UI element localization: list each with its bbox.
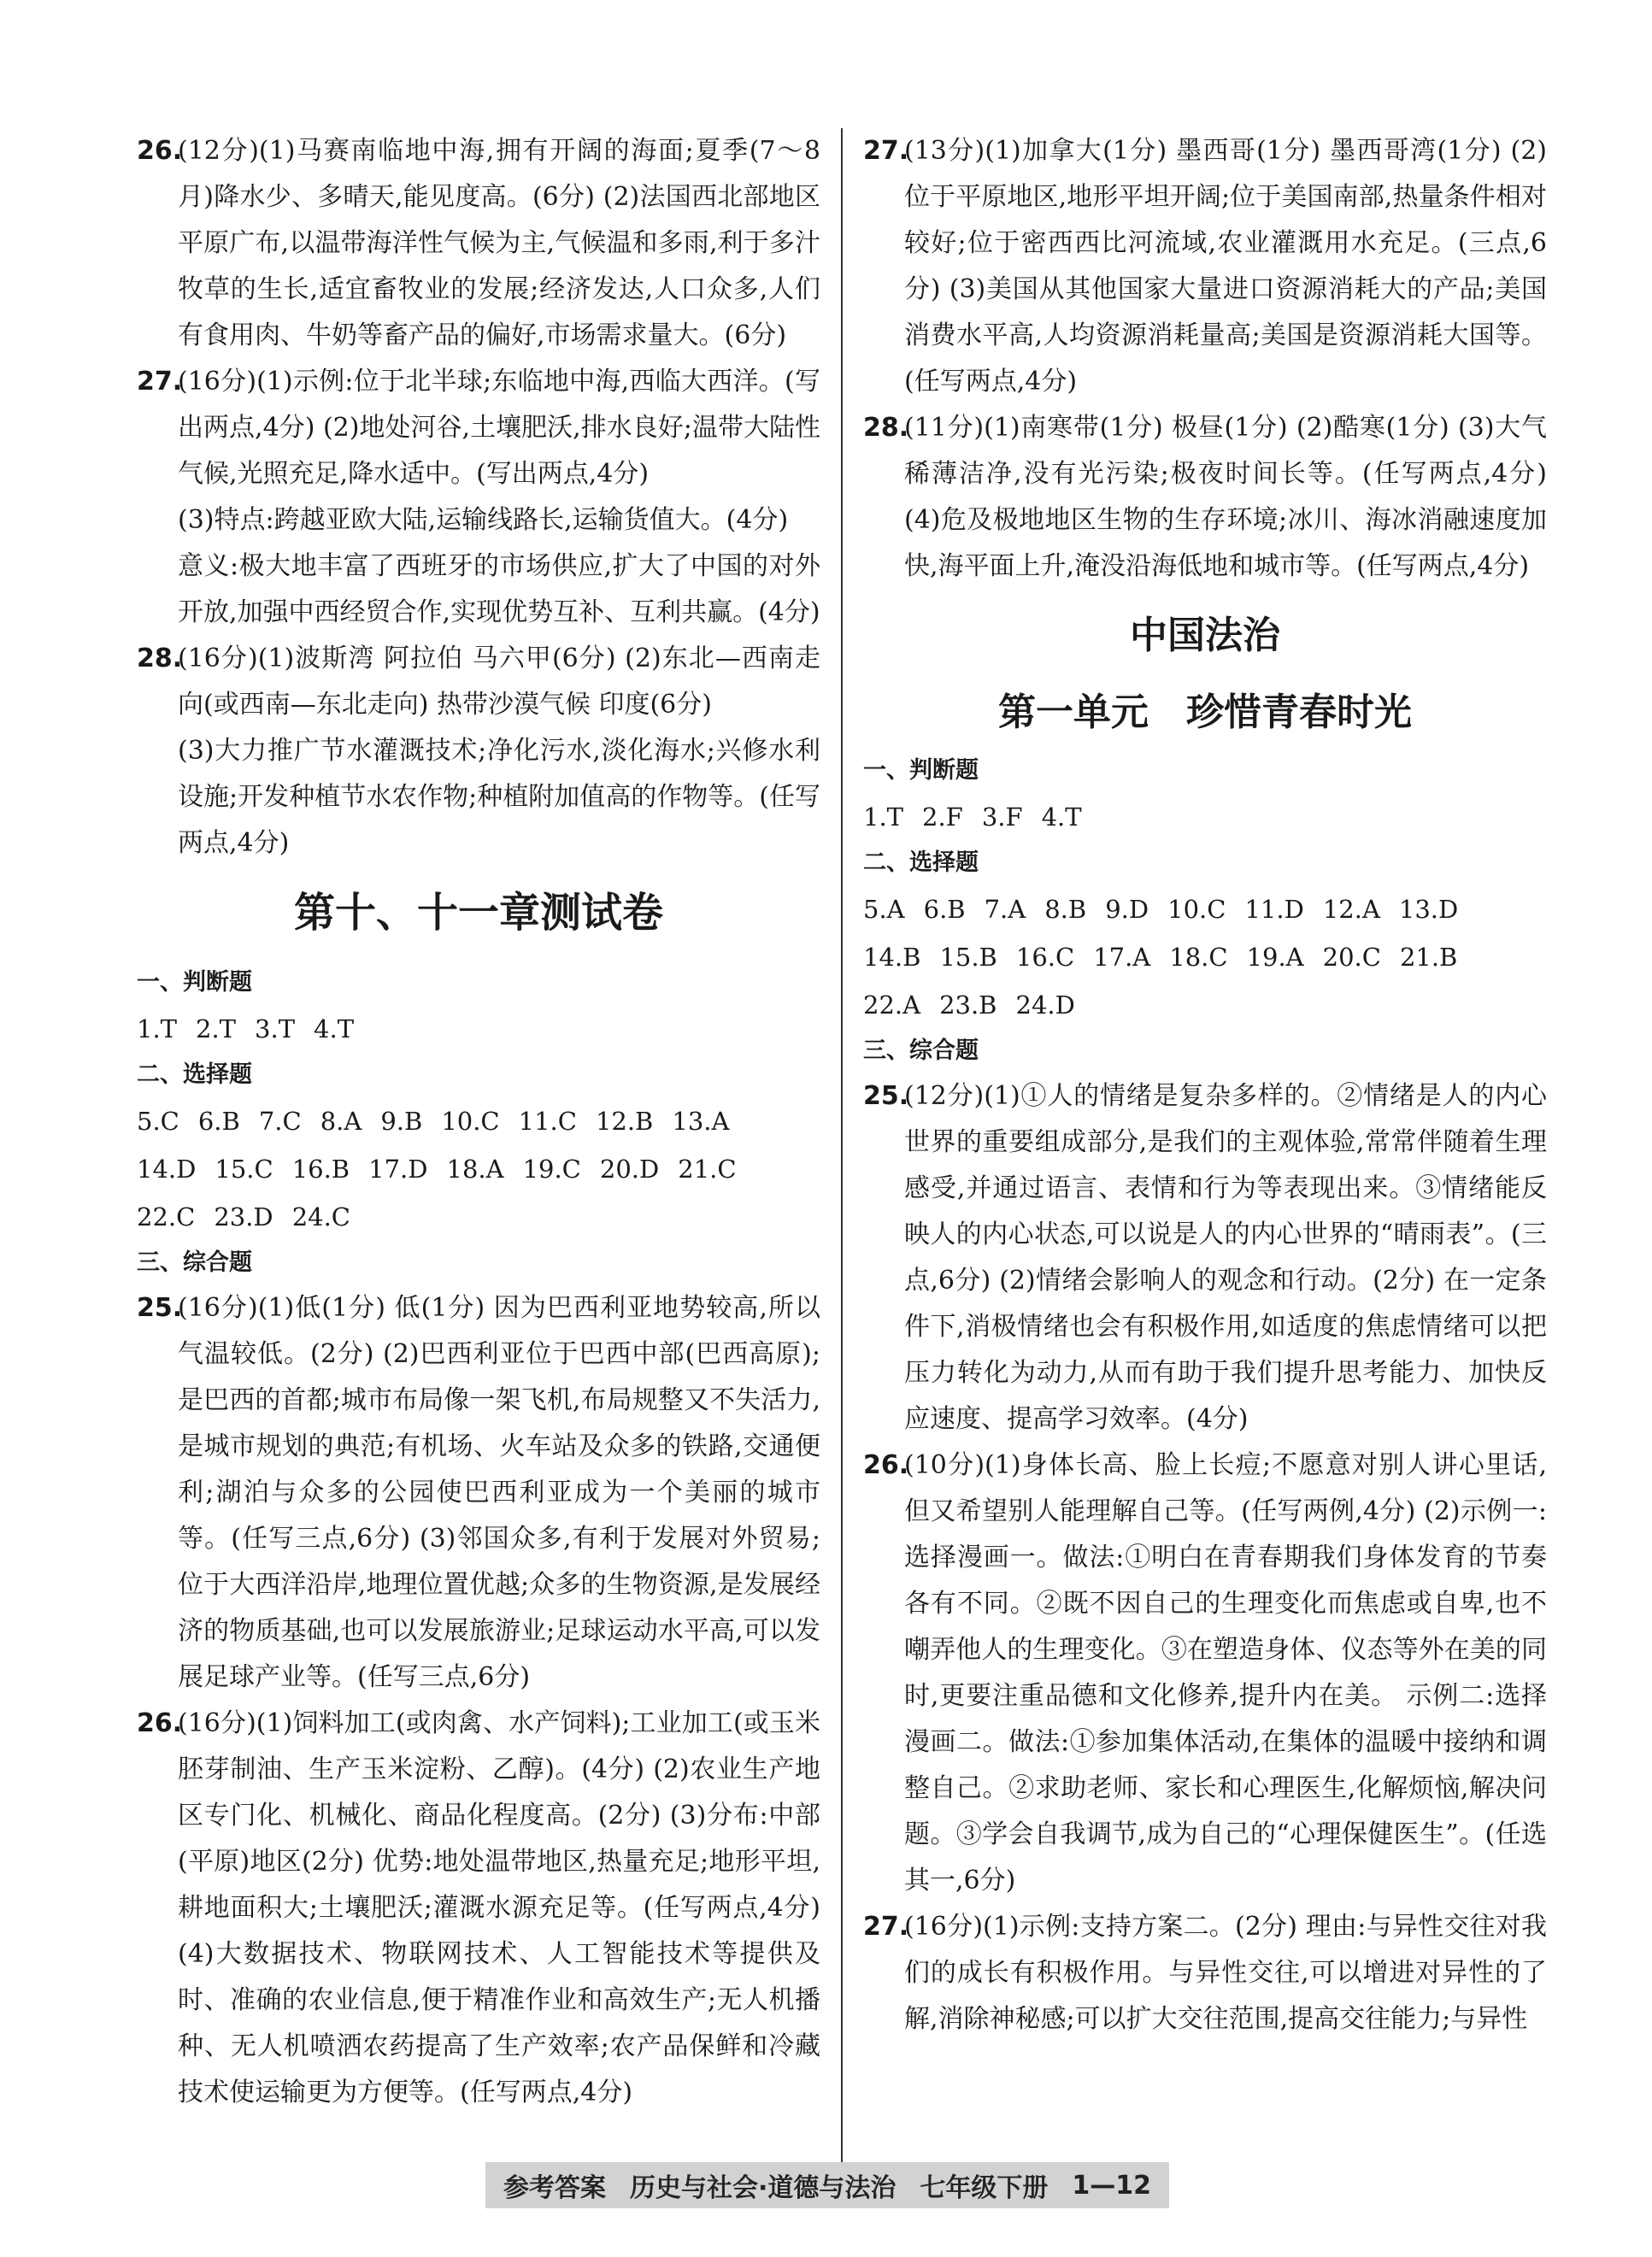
answer-item: 3.T — [255, 1014, 296, 1043]
answer-item: 17.D — [368, 1155, 428, 1184]
answer-item: 6.B — [197, 1107, 240, 1136]
answer-27-peers — [863, 1904, 1547, 2042]
answer-26-agriculture — [137, 1701, 820, 2116]
footer-subject: 历史与社会·道德与法治 — [629, 2173, 897, 2203]
question-number: 27. — [137, 367, 183, 397]
answer-27-usa — [863, 128, 1547, 405]
question-number: 27. — [863, 136, 909, 166]
answer-text: (16分)(1)示例:位于北半球;东临地中海,西临大西洋。(写出两点,4分) (2)地处河谷,土壤肥沃,排水良好;温带大陆性气候,光照充足,降水适中。(写出两点,4分) — [178, 367, 820, 489]
answer-item: 18.A — [446, 1155, 504, 1184]
section-comprehensive: 三、综合题 — [863, 1037, 979, 1064]
answer-item: 11.C — [518, 1107, 577, 1136]
answer-25-brazil — [137, 1285, 820, 1701]
question-number: 26. — [137, 136, 183, 166]
answer-item: 11.D — [1244, 895, 1304, 924]
column-divider — [841, 128, 843, 2179]
section-judge: 一、判断题 — [137, 969, 252, 996]
answer-item: 15.C — [215, 1155, 273, 1184]
answer-item: 21.C — [678, 1155, 737, 1184]
question-number: 25. — [137, 1293, 183, 1323]
answer-item: 5.A — [863, 895, 905, 924]
answer-item: 6.B — [923, 895, 966, 924]
answer-item: 13.A — [672, 1107, 730, 1136]
question-number: 26. — [137, 1708, 183, 1738]
answer-28-polar — [863, 405, 1547, 590]
answer-item: 20.D — [599, 1155, 660, 1184]
answer-item: 23.D — [214, 1202, 273, 1231]
answer-text: (13分)(1)加拿大(1分) 墨西哥(1分) 墨西哥湾(1分) (2)位于平原地区,地形平坦开阔;位于美国南部,热量条件相对较好;位于密西西比河流域,农业灌溉用水充足。(三点,6分) (3)美国从其他国家大量进口资源消耗大的产品;美国消费水平高,人均资源消耗量高;美国是资源消耗大国等。(任写两点,4分) — [904, 136, 1547, 397]
answer-item: 16.B — [291, 1155, 350, 1184]
footer-label: 参考答案 — [503, 2173, 606, 2203]
answer-item: 7.A — [984, 895, 1026, 924]
unit-title: 第一单元 珍惜青春时光 — [998, 691, 1412, 734]
answer-item: 10.C — [441, 1107, 500, 1136]
answer-26-adolescence — [863, 1443, 1547, 1904]
answer-item: 3.F — [981, 802, 1023, 832]
answer-item: 19.A — [1246, 943, 1304, 972]
answer-text: (12分)(1)①人的情绪是复杂多样的。②情绪是人的内心世界的重要组成部分,是我们的主观体验,常常伴随着生理感受,并通过语言、表情和行为等表现出来。③情绪能反映人的内心状态,可以说是人的内心世界的“晴雨表”。(三点,6分) (2)情绪会影响人的观念和行动。(2分) 在一定条件下,消极情绪也会有积极作用,如适度的焦虑情绪可以把压力转化为动力,从而有助于我们提升思考能力、加快反应速度、提高学习效率。(4分) — [904, 1081, 1547, 1434]
answer-item: 9.B — [380, 1107, 423, 1136]
answer-item: 8.B — [1044, 895, 1087, 924]
choice-answers-row — [137, 1097, 820, 1145]
answer-text: 意义:极大地丰富了西班牙的市场供应,扩大了中国的对外开放,加强中西经贸合作,实现优势互补、互利共赢。(4分) — [178, 551, 820, 627]
answer-text: (16分)(1)波斯湾 阿拉伯 马六甲(6分) (2)东北—西南走向(或西南—东北走向) 热带沙漠气候 印度(6分) — [178, 644, 820, 720]
question-number: 27. — [863, 1912, 909, 1942]
answer-item: 17.A — [1093, 943, 1151, 972]
judge-answers — [863, 793, 1547, 841]
question-number: 28. — [863, 413, 909, 443]
choice-answers-row — [137, 1193, 820, 1241]
answer-text: (3)特点:跨越亚欧大陆,运输线路长,运输货值大。(4分) — [178, 505, 789, 535]
footer-grade: 七年级下册 — [920, 2173, 1049, 2203]
answer-item: 7.C — [258, 1107, 302, 1136]
answer-item: 16.C — [1015, 943, 1075, 972]
answer-text: (3)大力推广节水灌溉技术;净化污水,淡化海水;兴修水利设施;开发种植节水农作物;种植附加值高的作物等。(任写两点,4分) — [178, 736, 820, 858]
answer-item: 1.T — [137, 1014, 178, 1043]
answer-item: 2.T — [196, 1014, 237, 1043]
page-footer — [485, 2162, 1169, 2208]
answer-25-emotions — [863, 1073, 1547, 1443]
answer-item: 4.T — [314, 1014, 355, 1043]
answer-text: (16分)(1)饲料加工(或肉禽、水产饲料);工业加工(或玉米胚芽制油、生产玉米淀粉、乙醇)。(4分) (2)农业生产地区专门化、机械化、商品化程度高。(2分) (3)分布:中部(平原)地区(2分) 优势:地处温带地区,热量充足;地形平坦,耕地面积大;土壤肥沃;灌溉水源充足等。(任写两点,4分) (4)大数据技术、物联网技术、人工智能技术等提供及时、准确的农业信息,便于精准作业和高效生产;无人机播种、无人机喷洒农药提高了生产效率;农产品保鲜和冷藏技术使运输更为方便等。(任写两点,4分) — [178, 1708, 820, 2107]
answer-text: (16分)(1)示例:支持方案二。(2分) 理由:与异性交往对我们的成长有积极作用。与异性交往,可以增进对异性的了解,消除神秘感;可以扩大交往范围,提高交往能力;与异性 — [904, 1912, 1547, 2034]
answer-item: 24.D — [1015, 990, 1075, 1020]
page-number: 1—12 — [1072, 2170, 1152, 2201]
answer-26-geography — [137, 128, 820, 359]
answer-item: 15.B — [939, 943, 997, 972]
choice-answers-row — [863, 981, 1547, 1029]
question-number: 25. — [863, 1081, 909, 1111]
answer-27-geography — [137, 359, 820, 636]
answer-item: 8.A — [320, 1107, 362, 1136]
answer-item: 14.D — [137, 1155, 197, 1184]
judge-answers — [137, 1005, 820, 1053]
right-column — [863, 128, 1547, 2042]
left-column — [137, 128, 820, 2116]
answer-item: 2.F — [922, 802, 963, 832]
answer-text: (16分)(1)低(1分) 低(1分) 因为巴西利亚地势较高,所以气温较低。(2分) (2)巴西利亚位于巴西中部(巴西高原);是巴西的首都;城市布局像一架飞机,布局规整又不失活力,是城市规划的典范;有机场、火车站及众多的铁路,交通便利;湖泊与众多的公园使巴西利亚成为一个美丽的城市等。(任写三点,6分) (3)邻国众多,有利于发展对外贸易;位于大西洋沿岸,地理位置优越;众多的生物资源,是发展经济的物质基础,也可以发展旅游业;足球运动水平高,可以发展足球产业等。(任写三点,6分) — [178, 1293, 820, 1692]
answer-text: (10分)(1)身体长高、脸上长痘;不愿意对别人讲心里话,但又希望别人能理解自己等。(任写两例,4分) (2)示例一:选择漫画一。做法:①明白在青春期我们身体发育的节奏各有不同。②既不因自己的生理变化而焦虑或自卑,也不嘲弄他人的生理变化。③在塑造身体、仪态等外在美的同时,更要注重品德和文化修养,提升内在美。 示例二:选择漫画二。做法:①参加集体活动,在集体的温暖中接纳和调整自己。②求助老师、家长和心理医生,化解烦恼,解决问题。③学会自我调节,成为自己的“心理保健医生”。(任选其一,6分) — [904, 1450, 1547, 1896]
answer-item: 13.D — [1398, 895, 1459, 924]
answer-item: 12.B — [595, 1107, 654, 1136]
question-number: 26. — [863, 1450, 909, 1480]
choice-answers-row — [863, 885, 1547, 933]
section-choice: 二、选择题 — [863, 849, 979, 876]
answer-item: 14.B — [863, 943, 921, 972]
section-choice: 二、选择题 — [137, 1061, 252, 1088]
answer-item: 10.C — [1167, 895, 1226, 924]
answer-item: 23.B — [939, 990, 997, 1020]
answer-item: 22.A — [863, 990, 921, 1020]
choice-answers-row — [137, 1145, 820, 1193]
chapter-title: 第十、十一章测试卷 — [293, 889, 663, 937]
answer-text: (11分)(1)南寒带(1分) 极昼(1分) (2)酷寒(1分) (3)大气稀薄洁净,没有光污染;极夜时间长等。(任写两点,4分) (4)危及极地地区生物的生存环境;冰川、海冰消融速度加快,海平面上升,淹没沿海低地和城市等。(任写两点,4分) — [904, 413, 1547, 581]
answer-item: 20.C — [1322, 943, 1381, 972]
answer-item: 1.T — [863, 802, 904, 832]
answer-item: 12.A — [1322, 895, 1380, 924]
answer-item: 21.B — [1399, 943, 1458, 972]
answer-item: 22.C — [137, 1202, 196, 1231]
answer-item: 9.D — [1105, 895, 1149, 924]
subject-title: 中国法治 — [1130, 614, 1280, 657]
section-judge: 一、判断题 — [863, 757, 979, 784]
answer-item: 5.C — [137, 1107, 179, 1136]
answer-item: 19.C — [522, 1155, 581, 1184]
answer-28-geography — [137, 636, 820, 867]
answer-text: (12分)(1)马赛南临地中海,拥有开阔的海面;夏季(7～8月)降水少、多晴天,能见度高。(6分) (2)法国西北部地区平原广布,以温带海洋性气候为主,气候温和多雨,利于多汁牧草的生长,适宜畜牧业的发展;经济发达,人口众多,人们有食用肉、牛奶等畜产品的偏好,市场需求量大。(6分) — [178, 136, 820, 350]
choice-answers-row — [863, 933, 1547, 981]
answer-item: 4.T — [1041, 802, 1082, 832]
answer-item: 24.C — [291, 1202, 350, 1231]
section-comprehensive: 三、综合题 — [137, 1249, 252, 1276]
question-number: 28. — [137, 644, 183, 673]
answer-item: 18.C — [1169, 943, 1228, 972]
